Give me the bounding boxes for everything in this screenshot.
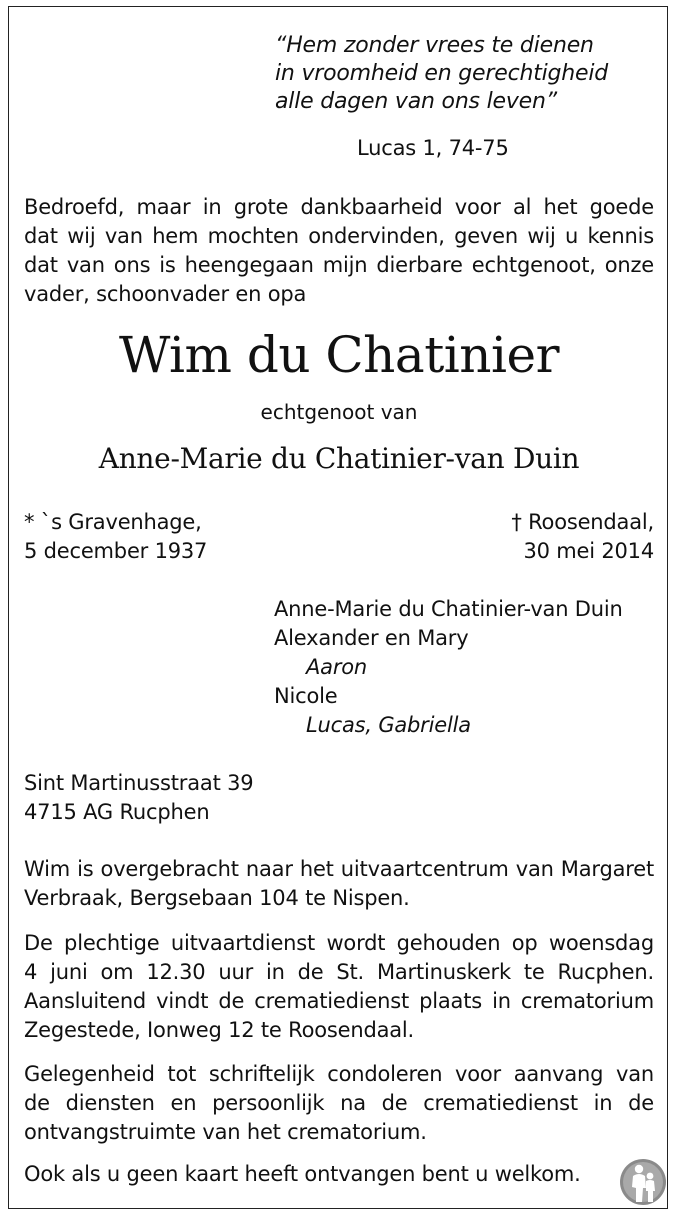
family-member: Nicole <box>274 684 338 708</box>
notice-line: 4 juni om 12.30 uur in de St. Martinuskerk te Rucphen. <box>24 960 654 984</box>
figures-silhouette-icon <box>619 1158 667 1206</box>
intro-line: vader, schoonvader en opa <box>24 282 307 306</box>
intro-line: Bedroefd, maar in grote dankbaarheid voor al het goede <box>24 195 654 219</box>
quote-line: alle dagen van ons leven” <box>275 89 557 114</box>
grandchild: Lucas, Gabriella <box>306 713 471 737</box>
death-place: † Roosendaal, <box>511 510 654 534</box>
intro-line: dat van ons is heengegaan mijn dierbare echtgenoot, onze <box>24 253 654 277</box>
notice-line: Wim is overgebracht naar het uitvaartcentrum van Margaret <box>24 857 654 881</box>
spouse-label: echtgenoot van <box>260 400 418 424</box>
intro-line: dat wij van hem mochten ondervinden, geven wij u kennis <box>24 224 654 248</box>
notice-line: Verbraak, Bergsebaan 104 te Nispen. <box>24 886 410 910</box>
spouse-name: Anne-Marie du Chatinier-van Duin <box>98 442 580 475</box>
notice-line: ontvangstruimte van het crematorium. <box>24 1120 427 1144</box>
address-city: 4715 AG Rucphen <box>24 800 210 824</box>
transfer-notice <box>24 855 654 913</box>
family-member: Alexander en Mary <box>274 626 469 650</box>
family-list <box>274 595 623 740</box>
intro-paragraph <box>24 193 654 309</box>
notice-line: Gelegenheid tot schriftelijk condoleren voor aanvang van <box>24 1062 654 1086</box>
welcome-notice: Ook als u geen kaart heeft ontvangen bent u welkom. <box>24 1162 581 1186</box>
notice-line: de diensten en persoonlijk na de crematiedienst in de <box>24 1091 654 1115</box>
condolence-notice <box>24 1060 654 1147</box>
family-member: Anne-Marie du Chatinier-van Duin <box>274 597 623 621</box>
service-notice <box>24 929 654 1045</box>
notice-line: Aansluitend vindt de crematiedienst plaats in crematorium <box>24 989 654 1013</box>
birth-place: * `s Gravenhage, <box>24 510 202 534</box>
deceased-name: Wim du Chatinier <box>119 326 559 384</box>
birth-info <box>24 508 207 566</box>
bible-quote <box>275 32 608 116</box>
correspondence-address <box>24 769 253 827</box>
quote-line: in vroomheid en gerechtigheid <box>275 61 609 86</box>
notice-line: De plechtige uitvaartdienst wordt gehouden op woensdag <box>24 931 654 955</box>
quote-line: “Hem zonder vrees te dienen <box>275 33 594 58</box>
address-street: Sint Martinusstraat 39 <box>24 771 254 795</box>
death-date: 30 mei 2014 <box>523 539 654 563</box>
notice-line: Zegestede, Ionweg 12 te Roosendaal. <box>24 1018 415 1042</box>
birth-date: 5 december 1937 <box>24 539 208 563</box>
grandchild: Aaron <box>306 655 368 679</box>
quote-reference: Lucas 1, 74-75 <box>357 136 509 160</box>
death-info <box>511 508 654 566</box>
